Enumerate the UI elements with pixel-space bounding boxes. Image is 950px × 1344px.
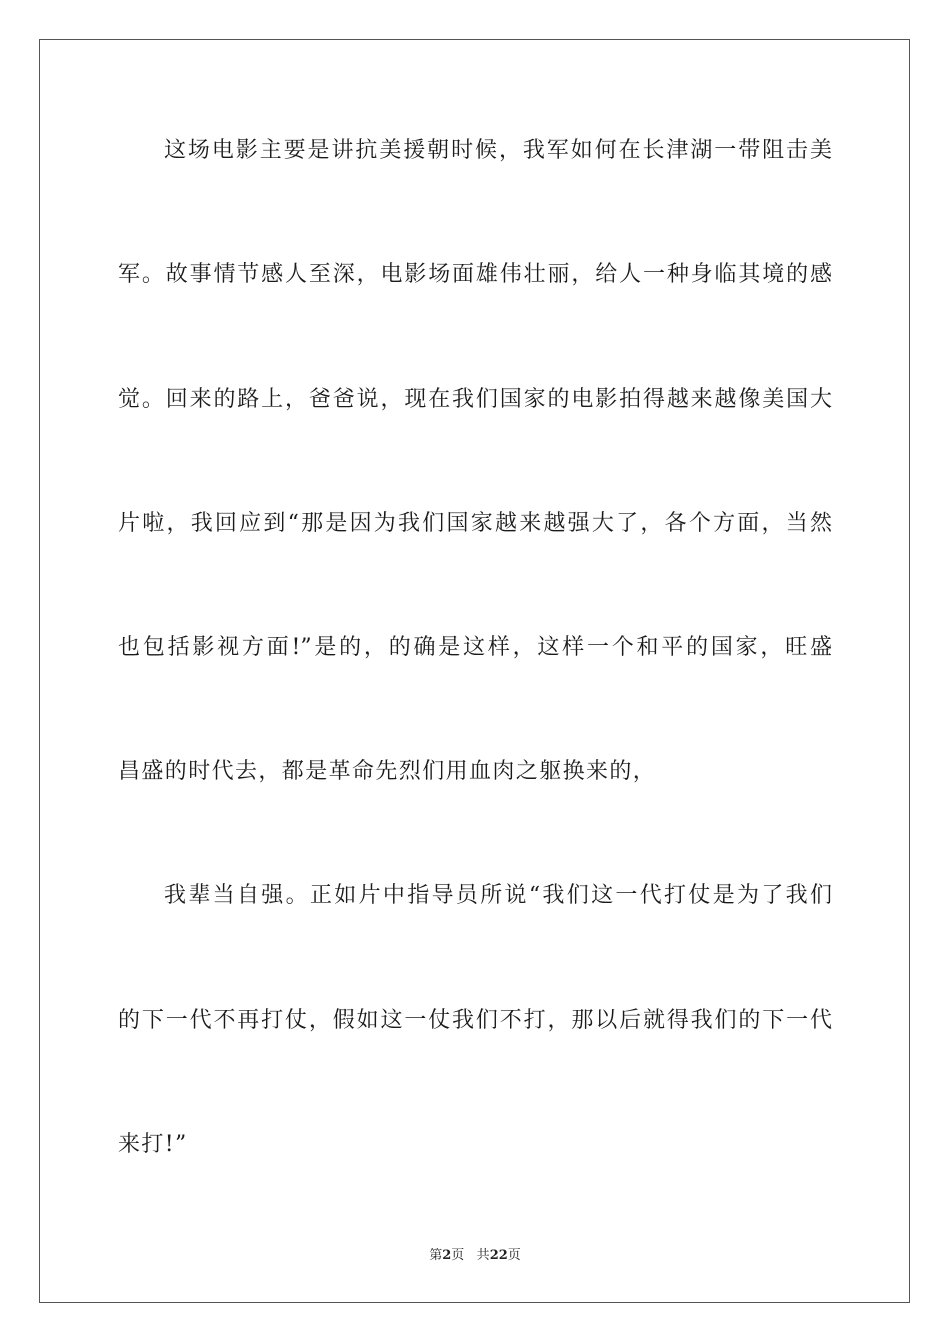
paragraph-line: 这场电影主要是讲抗美援朝时候，我军如何在长津湖一带阻击美 bbox=[164, 138, 832, 163]
page-number: 2 bbox=[442, 1248, 452, 1263]
paragraph-line: 军。故事情节感人至深，电影场面雄伟壮丽，给人一种身临其境的感 bbox=[118, 262, 832, 287]
total-prefix: 共 bbox=[476, 1248, 490, 1263]
page-footer bbox=[0, 1247, 950, 1265]
paragraph-line: 昌盛的时代去，都是革命先烈们用血肉之躯换来的， bbox=[118, 759, 657, 784]
page-border bbox=[39, 39, 910, 1303]
paragraph-line: 觉。回来的路上，爸爸说，现在我们国家的电影拍得越来越像美国大 bbox=[118, 387, 832, 412]
paragraph-line: 片啦，我回应到“那是因为我们国家越来越强大了，各个方面，当然 bbox=[118, 511, 832, 536]
total-suffix: 页 bbox=[507, 1248, 521, 1263]
total-pages: 22 bbox=[489, 1248, 508, 1263]
page-prefix: 第 bbox=[429, 1248, 443, 1263]
paragraph-line: 也包括影视方面!”是的，的确是这样，这样一个和平的国家，旺盛 bbox=[118, 635, 832, 660]
paragraph-line: 的下一代不再打仗，假如这一仗我们不打，那以后就得我们的下一代 bbox=[118, 1008, 832, 1033]
paragraph-line: 我辈当自强。正如片中指导员所说“我们这一代打仗是为了我们 bbox=[164, 883, 832, 908]
paragraph-line: 来打!” bbox=[118, 1132, 188, 1157]
page-suffix: 页 bbox=[451, 1248, 465, 1263]
